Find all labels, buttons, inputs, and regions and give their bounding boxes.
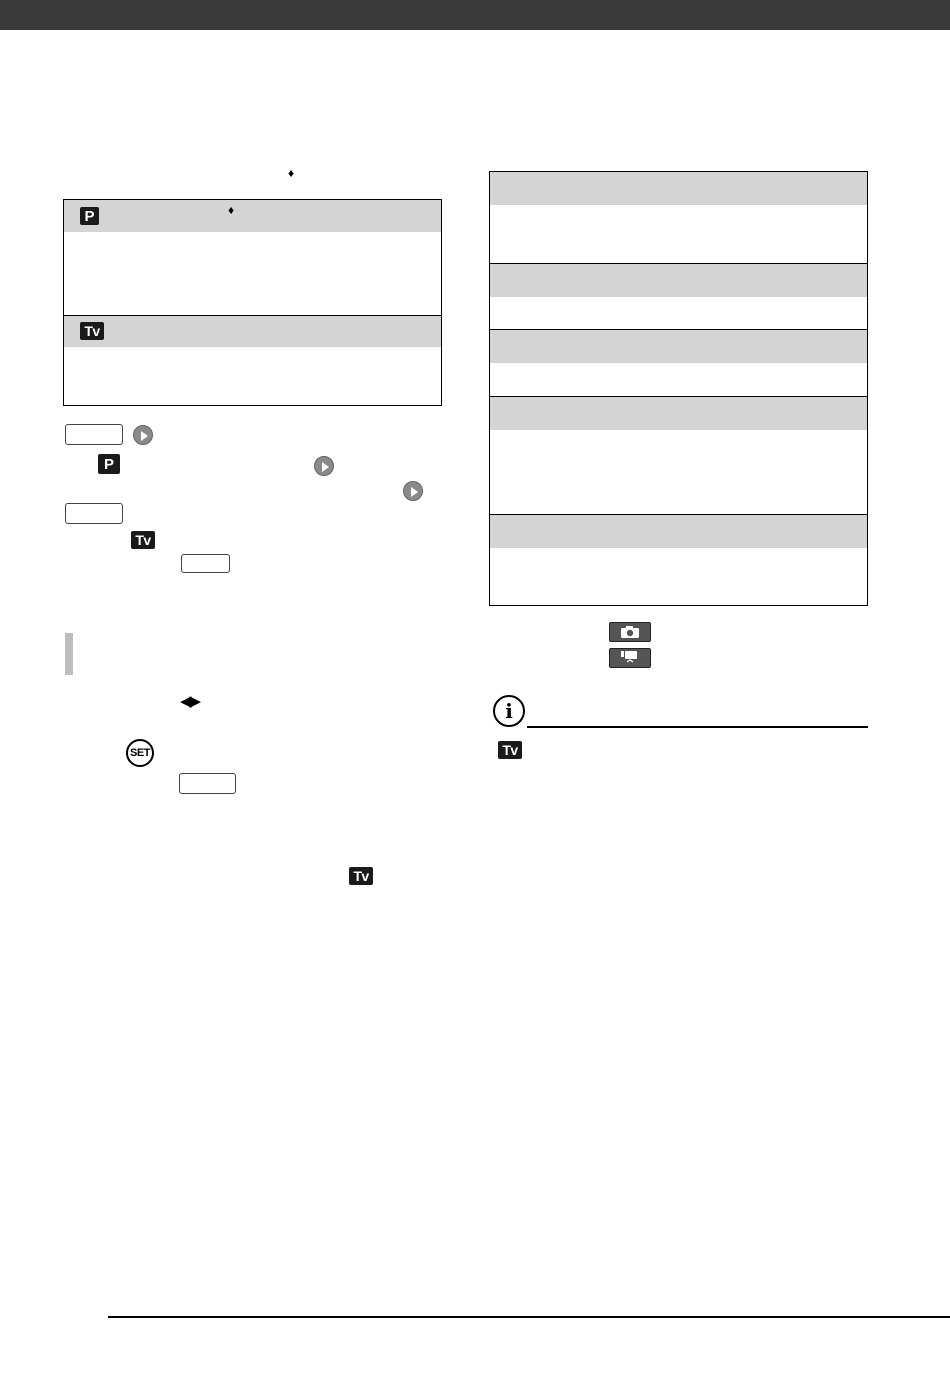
mode-table-row-p-body [64, 232, 441, 315]
header-bar [0, 0, 950, 30]
func-key-button[interactable] [181, 554, 230, 573]
program-mode-icon: P [80, 207, 99, 225]
set-button-icon: SET [126, 739, 154, 767]
func-key-button[interactable] [179, 773, 236, 794]
diamond-marker: ♦ [228, 203, 235, 217]
options-table-row-2-body [490, 297, 867, 329]
circle-arrow-right-icon [403, 481, 423, 501]
options-table-row-4-body [490, 430, 867, 514]
diamond-marker: ♦ [288, 166, 295, 180]
options-table-row-1-header [490, 172, 867, 205]
options-table-row-3-header [490, 329, 867, 363]
options-table-row-2-header [490, 263, 867, 297]
info-icon: i [493, 695, 525, 727]
menu-key-button[interactable] [65, 503, 123, 524]
note-divider [527, 726, 868, 728]
circle-arrow-right-icon [133, 425, 153, 445]
tv-mode-icon: Tv [498, 741, 522, 759]
options-table-row-1-body [490, 205, 867, 263]
tv-mode-icon: Tv [349, 867, 373, 885]
program-mode-icon: P [98, 454, 120, 474]
options-table-row-4-header [490, 396, 867, 430]
movie-mode-icon [609, 648, 651, 668]
options-table-row-5-body [490, 548, 867, 604]
tv-mode-icon: Tv [80, 322, 104, 340]
options-table-row-3-body [490, 363, 867, 396]
section-marker-bar [65, 633, 73, 675]
options-table-row-5-header [490, 514, 867, 548]
circle-arrow-right-icon [314, 456, 334, 476]
camera-icon [609, 622, 651, 642]
options-table [489, 171, 868, 606]
mode-table-row-tv-body [64, 347, 441, 404]
mode-table-row-p-header [64, 200, 441, 232]
mode-table-row-tv-header [64, 315, 441, 347]
footer-rule [108, 1316, 950, 1318]
tv-mode-icon: Tv [131, 531, 155, 549]
mode-table [63, 199, 442, 406]
menu-key-button[interactable] [65, 424, 123, 445]
left-right-arrows-icon: ◀▶ [180, 693, 200, 710]
